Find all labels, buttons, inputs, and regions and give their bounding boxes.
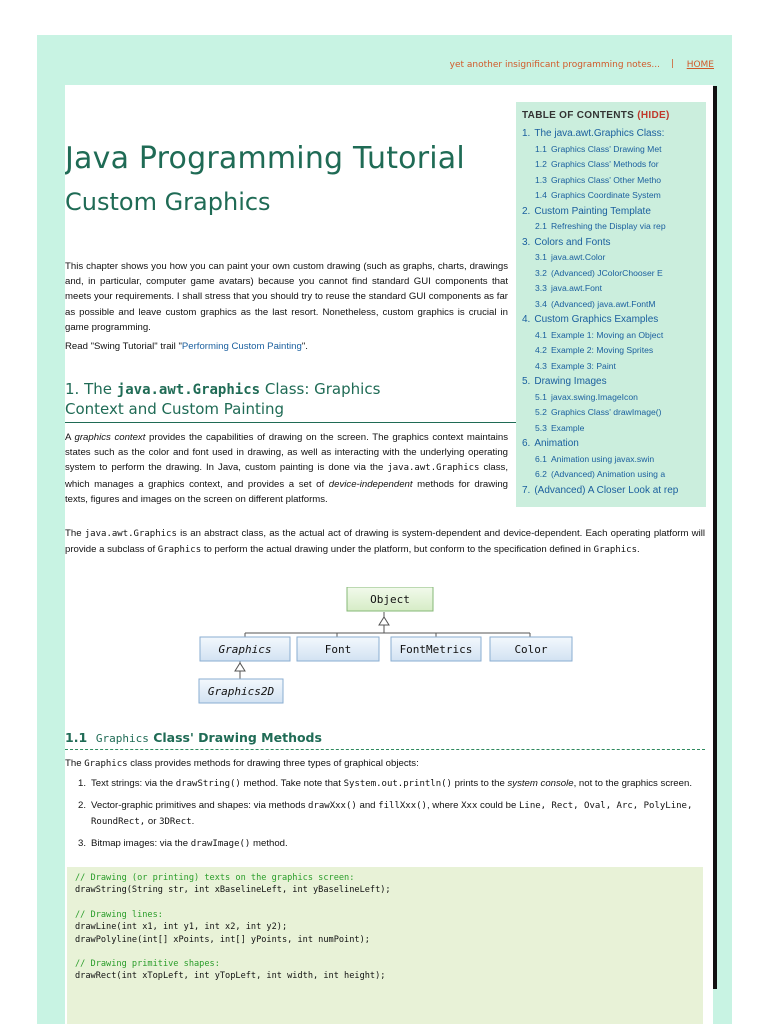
- toc-item-label: Colors and Fonts: [534, 236, 611, 248]
- item-code: System.out.println(): [343, 779, 452, 789]
- toc-item[interactable]: [522, 436, 706, 452]
- item-text: method.: [253, 838, 288, 849]
- toc-item[interactable]: [522, 328, 706, 344]
- p2-code2: Graphics: [157, 545, 202, 556]
- toc-item[interactable]: [522, 297, 706, 313]
- toc-item[interactable]: [522, 452, 706, 468]
- code-comment: // Drawing (or printing) texts on the graphics screen:: [75, 873, 355, 883]
- toc-item[interactable]: [522, 157, 706, 173]
- toc-item-label: Custom Graphics Examples: [534, 314, 659, 325]
- toc-item[interactable]: [522, 281, 706, 297]
- diagram-label-color: Color: [514, 643, 548, 656]
- code-block: [67, 867, 703, 1024]
- toc-item[interactable]: [522, 359, 706, 375]
- p2-a: The: [65, 528, 82, 539]
- toc-item-number: 2.1: [535, 221, 547, 231]
- toc-item-number: 5.: [522, 376, 531, 387]
- code-line: drawPolyline(int[] xPoints, int[] yPoints, int numPoint);: [75, 934, 370, 945]
- diagram-label-graphics2d: Graphics2D: [207, 685, 275, 698]
- section-1-1-intro: [65, 756, 705, 772]
- toc-item-label: Animation using javax.swin: [550, 453, 655, 464]
- toc-item[interactable]: [522, 235, 706, 251]
- section-1-word-the: The: [84, 380, 112, 398]
- toc-item-label: (Advanced) java.awt.FontM: [550, 298, 656, 309]
- code-comment: // Drawing primitive shapes:: [75, 959, 220, 970]
- list-item: [78, 836, 705, 852]
- drawing-types-list: [78, 776, 705, 858]
- toc-item[interactable]: [522, 390, 706, 406]
- item-code: drawXxx(): [308, 801, 357, 811]
- item-text: , where: [426, 800, 459, 811]
- item-text: Bitmap images: via the: [91, 838, 189, 849]
- toc-item-label: Animation: [534, 438, 579, 449]
- toc-item-number: 6.1: [535, 453, 547, 464]
- diagram-label-object: Object: [370, 593, 410, 606]
- section-1-1-rule: [65, 749, 705, 750]
- toc-item-number: 5.2: [535, 407, 547, 417]
- section-1-heading: [65, 380, 380, 419]
- intro-code: Graphics: [84, 759, 128, 769]
- p2-code: java.awt.Graphics: [84, 529, 177, 539]
- p1-c: class, which manages a graphics context, and provides a set of: [65, 462, 508, 490]
- toc-item-label: Example 3: Paint: [550, 360, 616, 371]
- section-1-1-rest: Class' Drawing Methods: [153, 730, 322, 745]
- toc-item[interactable]: [522, 312, 706, 328]
- item-text: .: [191, 816, 195, 827]
- item-italic: system console: [507, 778, 574, 789]
- code-line: drawLine(int x1, int y1, int x2, int y2);: [75, 922, 288, 933]
- toc-item-label: Graphics Class' drawImage(): [550, 407, 662, 417]
- toc-item-label: Example 2: Moving Sprites: [550, 345, 654, 355]
- p2-b: is an abstract class, as the actual act of drawing is system-dependent and device-dependent. Each operating platform will provide a subclass of: [65, 528, 706, 556]
- item-code: Line, Rect, Oval, Arc, PolyLine, RoundRect,: [91, 801, 693, 827]
- toc-item[interactable]: [522, 204, 706, 220]
- intro-the: The: [65, 758, 82, 769]
- list-item: [78, 798, 705, 830]
- p1-italic2: device-independent: [328, 478, 413, 490]
- toc-item-label: java.awt.Font: [550, 283, 603, 293]
- item-text: could be: [480, 800, 517, 811]
- toc-item-number: 3.4: [535, 298, 547, 309]
- top-bar: [37, 35, 732, 85]
- toc-item[interactable]: [522, 467, 706, 483]
- section-1-paragraph-1: [65, 430, 508, 507]
- toc-item-label: javax.swing.ImageIcon: [550, 391, 638, 402]
- item-text: , not to the graphics screen.: [573, 778, 692, 789]
- toc-item-label: Graphics Class' Methods for: [550, 159, 659, 169]
- section-1-line2: Context and Custom Painting: [65, 400, 285, 418]
- toc-item-number: 6.: [522, 438, 531, 449]
- toc-item-label: Example: [550, 422, 585, 433]
- diagram-label-graphics: Graphics: [218, 643, 272, 656]
- p2-code3: Graphics: [593, 545, 638, 556]
- toc-item-number: 3.3: [535, 283, 547, 293]
- toc-title-text: TABLE OF CONTENTS: [522, 110, 635, 121]
- toc-item-number: 1.3: [535, 174, 547, 185]
- toc-item-number: 2.: [522, 205, 531, 217]
- toc-item-number: 5.1: [535, 391, 547, 402]
- page-title: Java Programming Tutorial: [65, 141, 465, 176]
- item-code: drawString(): [175, 779, 241, 789]
- toc-item-number: 1.1: [535, 143, 547, 154]
- toc-item-number: 7.: [522, 484, 531, 496]
- item-code: drawImage(): [190, 839, 251, 849]
- toc-item-number: 1.4: [535, 190, 547, 200]
- read-line: [65, 339, 508, 354]
- list-number: 1.: [78, 778, 87, 789]
- p1-d: methods for drawing texts, figures and images on the screen on different platforms.: [65, 478, 508, 505]
- toc-item[interactable]: [522, 421, 706, 437]
- diagram-label-font: Font: [324, 643, 352, 656]
- tagline: yet another insignificant programming notes...: [449, 60, 660, 70]
- toc-item-number: 4.3: [535, 360, 547, 371]
- p1-b: provides the capabilities of drawing on the screen. The graphics context maintains states such as the color and font used in drawing, as well as interacting with the underlying operating system to perform the drawing. In Java, custom painting is done via the: [65, 432, 508, 474]
- header-separator: |: [670, 59, 674, 69]
- toc-item-label: Refreshing the Display via rep: [550, 221, 666, 231]
- toc-item-label: Example 1: Moving an Object: [550, 329, 664, 340]
- toc-item[interactable]: [522, 483, 706, 499]
- main-content: [65, 85, 713, 1024]
- code-line: drawString(String str, int xBaselineLeft, int yBaselineLeft);: [75, 885, 391, 896]
- item-code: 3DRect: [159, 817, 192, 827]
- toc-item[interactable]: [522, 142, 706, 158]
- toc-item-number: 3.1: [535, 252, 547, 262]
- page-subtitle: Custom Graphics: [65, 188, 271, 216]
- toc-item-label: Graphics Class' Other Metho: [550, 174, 662, 185]
- list-number: 3.: [78, 838, 87, 849]
- toc-item-number: 3.: [522, 236, 531, 248]
- toc-item-number: 5.3: [535, 422, 547, 433]
- class-hierarchy-diagram: [197, 587, 577, 712]
- item-text: prints to the: [454, 778, 505, 789]
- toc-item[interactable]: [522, 126, 706, 142]
- code-line: drawRect(int xTopLeft, int yTopLeft, int width, int height);: [75, 971, 386, 982]
- toc-title: [522, 110, 706, 121]
- toc-item[interactable]: [522, 188, 706, 204]
- content-right-border: [713, 86, 717, 989]
- toc-item-label: (Advanced) JColorChooser E: [550, 267, 663, 278]
- read-suffix: ".: [301, 341, 308, 352]
- toc-item-label: Custom Painting Template: [534, 205, 651, 217]
- p1-italic: graphics context: [74, 432, 146, 443]
- toc-item-label: Graphics Class' Drawing Met: [550, 143, 662, 154]
- toc-item[interactable]: [522, 374, 706, 390]
- section-1-1-heading: [65, 730, 322, 745]
- section-1-code: java.awt.Graphics: [116, 382, 261, 398]
- table-of-contents: [516, 102, 706, 507]
- intro-paragraph: This chapter shows you how you can paint your own custom drawing (such as graphs, charts, drawings and, in particular, computer game avatars) because you cannot find standard GUI components that meets your requirements. I shall stress that you should try to reuse the standard GUI components as far as possible and leave custom graphics as the last resort. Nonetheless, custom graphics is crucial in game programming.: [65, 261, 508, 333]
- toc-item-label: (Advanced) A Closer Look at rep: [534, 484, 679, 496]
- toc-item-label: Drawing Images: [534, 376, 607, 387]
- toc-item-number: 4.2: [535, 345, 547, 355]
- diagram-label-fontmetrics: FontMetrics: [399, 643, 473, 656]
- toc-item-label: Graphics Coordinate System: [550, 190, 661, 200]
- toc-item-number: 4.: [522, 314, 531, 325]
- item-text: method. Take note that: [243, 778, 341, 789]
- code-comment: // Drawing lines:: [75, 909, 163, 920]
- section-1-rest: Class: Graphics: [264, 380, 381, 398]
- toc-item-number: 1.: [522, 128, 531, 139]
- section-1-1-number: 1.1: [65, 730, 88, 745]
- item-text: Vector-graphic primitives and shapes: via methods: [91, 800, 306, 811]
- intro-rest: class provides methods for drawing three types of graphical objects:: [130, 758, 419, 769]
- toc-item-number: 3.2: [535, 267, 547, 278]
- p1-code: java.awt.Graphics: [387, 463, 480, 474]
- list-item: [78, 776, 705, 792]
- p2-d: .: [637, 544, 640, 556]
- item-text: and: [359, 800, 376, 811]
- toc-item[interactable]: [522, 219, 706, 235]
- toc-item-label: (Advanced) Animation using a: [550, 469, 666, 479]
- section-1-1-code: Graphics: [95, 732, 149, 745]
- toc-item[interactable]: [522, 405, 706, 421]
- p2-c: to perform the actual drawing under the platform, but conform to the specification defined in: [203, 544, 591, 556]
- toc-item[interactable]: [522, 266, 706, 282]
- section-1-number: 1.: [65, 380, 80, 398]
- item-code: fillXxx(): [378, 801, 427, 811]
- toc-item-number: 1.2: [535, 159, 547, 169]
- toc-item[interactable]: [522, 173, 706, 189]
- p1-a: A: [65, 432, 71, 443]
- read-prefix: Read "Swing Tutorial" trail ": [65, 341, 182, 352]
- section-1-rule: [65, 422, 520, 423]
- toc-item-label: java.awt.Color: [550, 252, 606, 262]
- list-number: 2.: [78, 800, 87, 811]
- toc-item[interactable]: [522, 250, 706, 266]
- toc-item-label: The java.awt.Graphics Class:: [534, 128, 665, 139]
- toc-item[interactable]: [522, 343, 706, 359]
- performing-custom-painting-link[interactable]: Performing Custom Painting: [181, 341, 302, 352]
- section-1-paragraph-2: [65, 526, 705, 558]
- toc-hide-button[interactable]: (HIDE): [637, 110, 670, 121]
- item-text: Text strings: via the: [91, 778, 174, 789]
- item-code: Xxx: [461, 801, 478, 811]
- item-text: or: [147, 816, 157, 827]
- toc-item-number: 6.2: [535, 469, 547, 479]
- home-link[interactable]: HOME: [686, 60, 714, 70]
- toc-item-number: 4.1: [535, 329, 547, 340]
- toc-list: [522, 126, 706, 498]
